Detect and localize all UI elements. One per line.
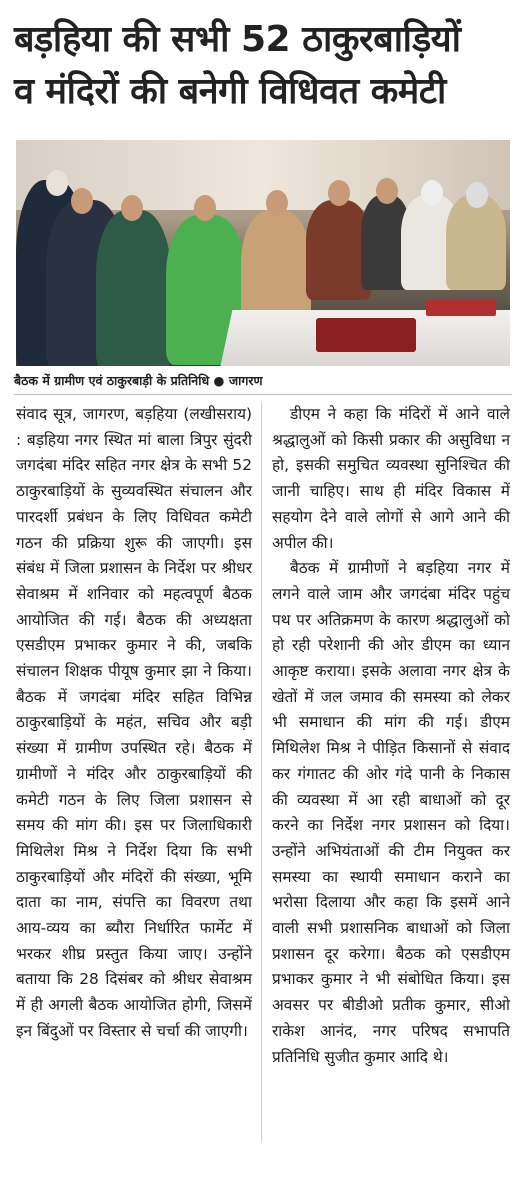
article-column-right (272, 402, 510, 1070)
right-paragraph-2: बैठक में ग्रामीणों ने बड़हिया नगर में लगने वाले जाम और जगदंबा मंदिर पहुंच पथ पर अतिक्रमण के कारण श्रद्धालुओं को हो रही परेशानी की ओर डीएम का ध्यान आकृष्ट कराया। इसके अलावा नगर क्षेत्र के खेतों में जल जमाव की समस्या को लेकर भी समाधान की मांग की गई। डीएम मिथिलेश मिश्र ने पीड़ित किसानों से संवाद कर गंगातट की ओर गंदे पानी के निकास की व्यवस्था में आ रही बाधाओं को दूर करने का निर्देश नगर प्रशासन को दिया। उन्होंने अभियंताओं की टीम नियुक्त कर समस्या का स्थायी समाधान कराने का भरोसा दिलाया और कहा कि इसमें आने वाली सभी प्रशासनिक बाधाओं को जिला प्रशासन दूर करेगा। बैठक को एसडीएम प्रभाकर कुमार ने भी संबोधित किया। इस अवसर पर बीडीओ प्रतीक कुमार, सीओ राकेश आनंद, नगर परिषद सभापति प्रतिनिधि सुजीत कुमार आदि थे। (272, 559, 510, 1066)
caption-text: बैठक में ग्रामीण एवं ठाकुरबाड़ी के प्रतिनिधि (14, 373, 210, 388)
caption-rule (14, 394, 512, 395)
caption-credit: जागरण (228, 373, 263, 388)
photo-caption: बैठक में ग्रामीण एवं ठाकुरबाड़ी के प्रतिनिधि ● जागरण (14, 373, 263, 388)
news-photo (16, 140, 510, 366)
column-divider (261, 402, 262, 1142)
headline-line-2: व मंदिरों की बनेगी विधिवत कमेटी (14, 71, 446, 112)
headline (14, 14, 514, 118)
left-paragraph: संवाद सूत्र, जागरण, बड़हिया (लखीसराय) : बड़हिया नगर स्थित मां बाला त्रिपुर सुंदरी जगदंबा मंदिर सहित नगर क्षेत्र के सभी 52 ठाकुरबाड़ियों के सुव्यवस्थित संचालन और पारदर्शी प्रबंधन के लिए विधिवत कमेटी गठन की प्रक्रिया शुरू की जाएगी। इस संबंध में जिला प्रशासन के निर्देश पर श्रीधर सेवाश्रम में शनिवार को महत्वपूर्ण बैठक आयोजित की गई। बैठक की अध्यक्षता एसडीएम प्रभाकर कुमार ने की, जबकि संचालन शिक्षक पीयूष कुमार झा ने किया। बैठक में जगदंबा मंदिर सहित विभिन्न ठाकुरबाड़ियों के महंत, सचिव और बड़ी संख्या में ग्रामीण उपस्थित रहे। बैठक में ग्रामीणों ने मंदिर और ठाकुरबाड़ियों की कमेटी गठन के लिए जिला प्रशासन से समय की मांग की। इस पर जिलाधिकारी मिथिलेश मिश्र ने निर्देश दिया कि सभी ठाकुरबाड़ियों और मंदिरों की संख्या, भूमि दाता का नाम, संपत्ति का विवरण तथा आय-व्यय का ब्यौरा निर्धारित फार्मेट में भरकर शीघ्र प्रस्तुत किया जाए। उन्होंने बताया कि 28 दिसंबर को श्रीधर सेवाश्रम में ही अगली बैठक आयोजित होगी, जिसमें इन बिंदुओं पर विस्तार से चर्चा की जाएगी। (16, 405, 252, 1040)
article-column-left (16, 402, 252, 1045)
right-paragraph-1: डीएम ने कहा कि मंदिरों में आने वाले श्रद्धालुओं को किसी प्रकार की असुविधा न हो, इसकी समुचित व्यवस्था सुनिश्चित की जानी चाहिए। साथ ही मंदिर विकास में सहयोग देने वाले लोगों से आगे आने की अपील की। (272, 405, 510, 552)
headline-line-1: बड़हिया की सभी 52 ठाकुरबाड़ियों (14, 19, 461, 60)
